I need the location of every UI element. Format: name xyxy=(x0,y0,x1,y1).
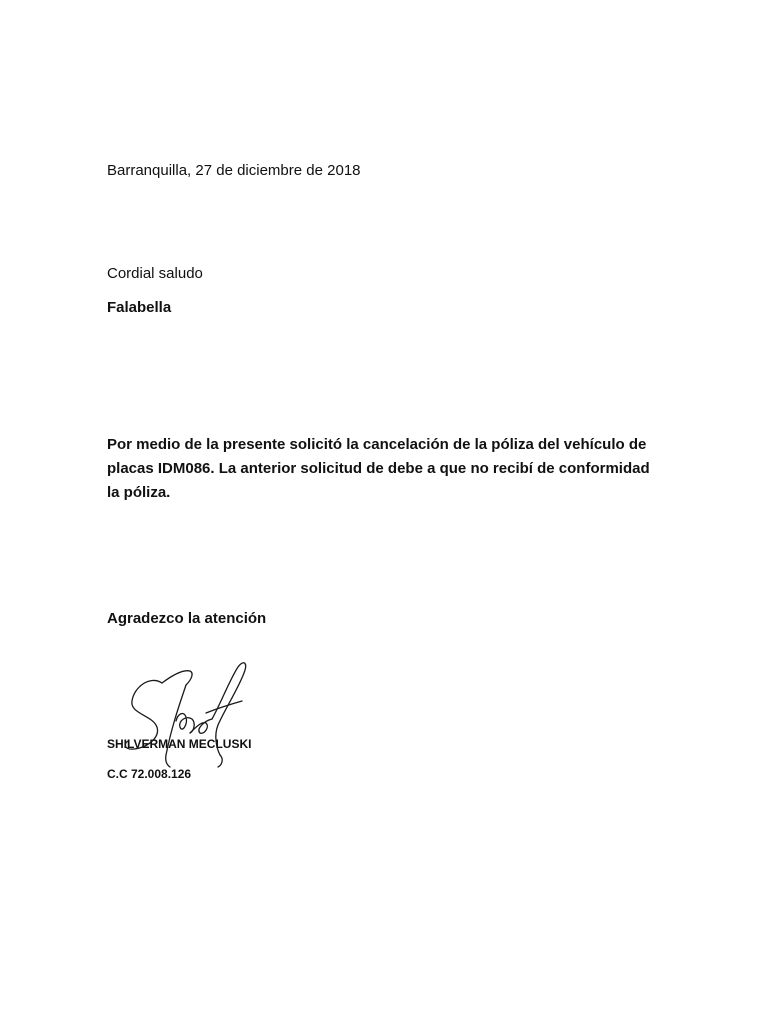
recipient: Falabella xyxy=(107,299,172,316)
body-paragraph xyxy=(107,433,667,505)
body-line: la póliza. xyxy=(107,484,171,501)
greeting: Cordial saludo xyxy=(107,265,203,282)
body-line: placas IDM086. La anterior solicitud de debe a que no recibí de conformidad xyxy=(107,460,650,477)
signer-name: SHILVERMAN MECLUSKI xyxy=(107,737,252,751)
signer-id: C.C 72.008.126 xyxy=(107,767,192,781)
date-line: Barranquilla, 27 de diciembre de 2018 xyxy=(107,162,361,179)
body-line: Por medio de la presente solicitó la cancelación de la póliza del vehículo de xyxy=(107,436,647,453)
closing-line: Agradezco la atención xyxy=(107,610,267,627)
signature-icon xyxy=(120,655,255,770)
